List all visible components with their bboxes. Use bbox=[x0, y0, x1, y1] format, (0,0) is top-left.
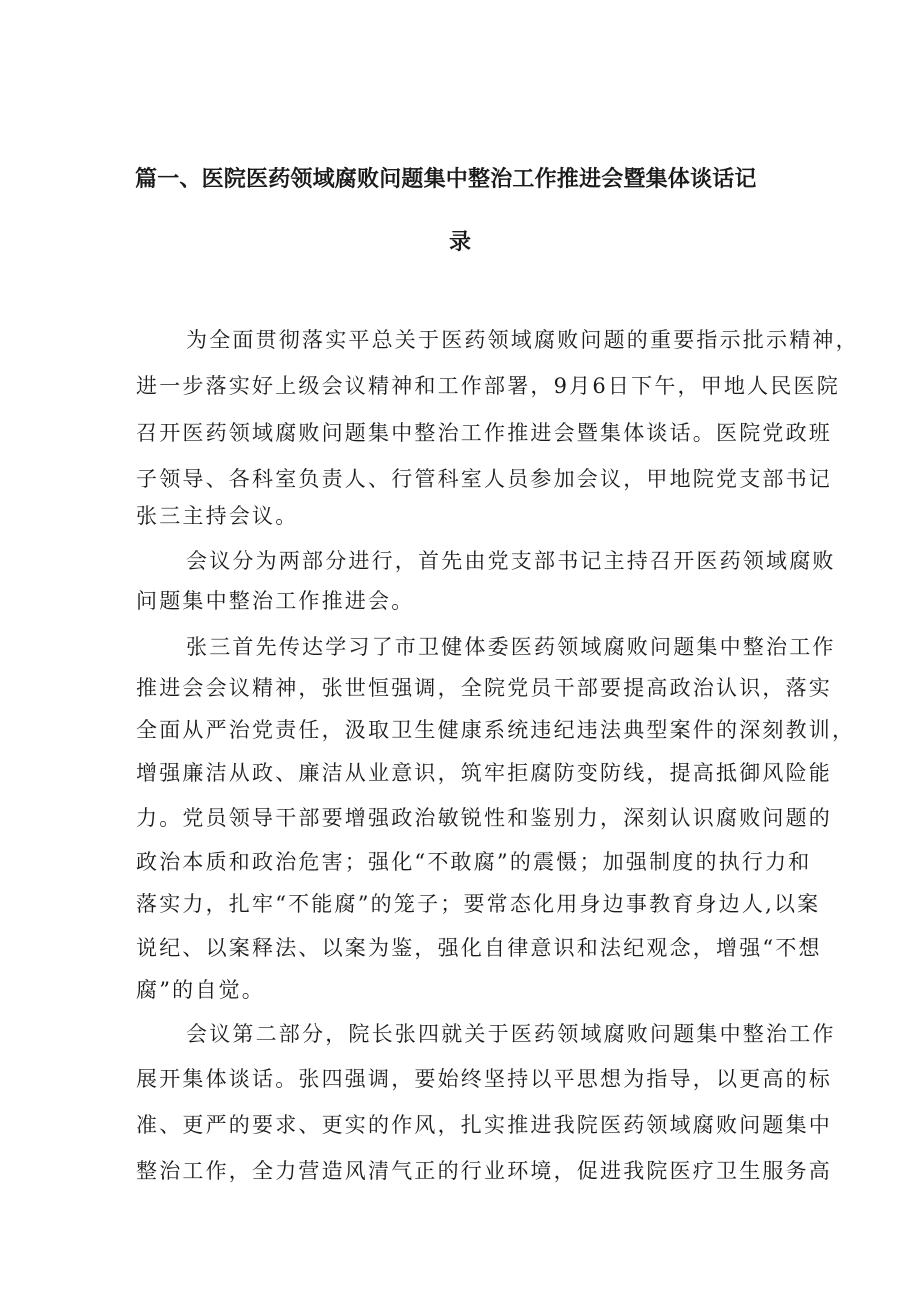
paragraph-1-line-5: 张三主持会议。 bbox=[136, 504, 299, 528]
paragraph-2-line-2: 问题集中整治工作推进会。 bbox=[136, 589, 415, 613]
paragraph-1-line-2: 进一步落实好上级会议精神和工作部署，9月6日下午，甲地人民医院 bbox=[136, 374, 840, 398]
paragraph-4-line-2: 展开集体谈话。张四强调，要始终坚持以平思想为指导，以更高的标 bbox=[136, 1067, 832, 1091]
paragraph-3-line-2: 推进会会议精神，张世恒强调，全院党员干部要提高政治认识，落实 bbox=[136, 676, 832, 700]
paragraph-3-line-1: 张三首先传达学习了市卫健体委医药领域腐败问题集中整治工作 bbox=[186, 635, 836, 659]
paragraph-1-line-1: 为全面贯彻落实平总关于医药领域腐败问题的重要指示批示精神， bbox=[186, 328, 859, 352]
paragraph-4-line-1: 会议第二部分，院长张四就关于医药领域腐败问题集中整治工作 bbox=[186, 1022, 836, 1046]
paragraph-1-line-3: 召开医药领域腐败问题集中整治工作推进会暨集体谈话。医院党政班 bbox=[136, 421, 832, 445]
paragraph-3-line-9: 腐”的自觉。 bbox=[136, 978, 265, 1002]
paragraph-3-line-5: 力。党员领导干部要增强政治敏锐性和鉴别力，深刻认识腐败问题的 bbox=[136, 806, 832, 830]
document-title-line-2: 录 bbox=[449, 230, 472, 255]
paragraph-2-line-1: 会议分为两部分进行，首先由党支部书记主持召开医药领域腐败 bbox=[186, 549, 836, 573]
paragraph-4-line-3: 准、更严的要求、更实的作风，扎实推进我院医药领域腐败问题集中 bbox=[136, 1113, 832, 1137]
paragraph-3-line-4: 增强廉洁从政、廉洁从业意识，筑牢拒腐防变防线，提高抵御风险能 bbox=[136, 761, 832, 785]
paragraph-3-line-7: 落实力，扎牢“不能腐”的笼子；要常态化用身边事教育身边人,以案 bbox=[136, 892, 821, 916]
document-title-line-1: 篇一、医院医药领域腐败问题集中整治工作推进会暨集体谈话记 bbox=[135, 167, 757, 192]
paragraph-3-line-6: 政治本质和政治危害；强化“不敢腐”的震慑；加强制度的执行力和 bbox=[136, 850, 812, 874]
paragraph-3-line-8: 说纪、以案释法、以案为鉴，强化自律意识和法纪观念，增强“不想 bbox=[136, 936, 822, 960]
paragraph-1-line-4: 子领导、各科室负责人、行管科室人员参加会议，甲地院党支部书记 bbox=[136, 467, 832, 491]
paragraph-3-line-3: 全面从严治党责任，汲取卫生健康系统违纪违法典型案件的深刻教训， bbox=[136, 718, 856, 742]
paragraph-4-line-4: 整治工作，全力营造风清气正的行业环境，促进我院医疗卫生服务高 bbox=[136, 1159, 832, 1183]
